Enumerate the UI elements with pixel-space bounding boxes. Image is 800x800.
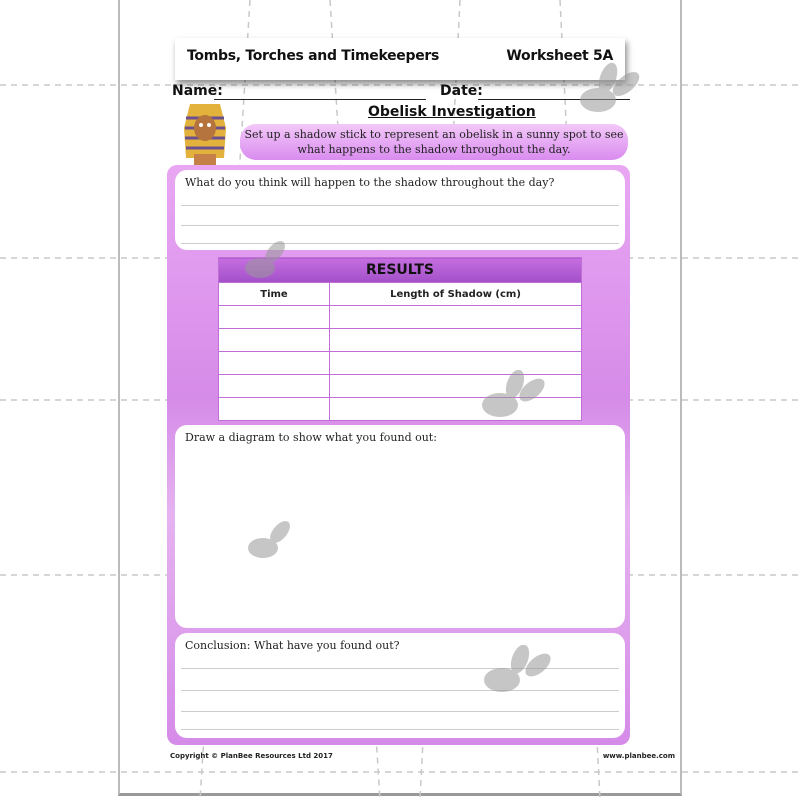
name-field[interactable] [214,99,426,100]
writing-line [181,225,619,226]
writing-line [181,729,619,730]
table-row [219,306,582,329]
worksheet-topic: Tombs, Torches and Timekeepers [187,48,440,64]
website-link[interactable]: www.planbee.com [602,752,675,760]
column-header-shadow-length: Length of Shadow (cm) [330,283,582,306]
header-banner [175,38,625,80]
diagram-prompt: Draw a diagram to show what you found out: [185,431,437,444]
date-label: Date: [440,83,483,99]
bee-watermark-icon [470,645,560,705]
time-cell[interactable] [219,375,330,398]
column-header-time: Time [219,283,330,306]
writing-line [181,711,619,712]
name-label: Name: [172,83,223,99]
bee-watermark-icon [470,370,550,430]
bee-watermark-icon [235,238,305,288]
pharaoh-icon [176,98,234,166]
writing-line [181,205,619,206]
instruction-bubble: Set up a shadow stick to represent an obelisk in a sunny spot to see what happens to the shadow throughout the day. [240,124,628,160]
copyright-text: Copyright © PlanBee Resources Ltd 2017 [170,752,333,760]
results-title: RESULTS [219,258,582,283]
time-cell[interactable] [219,329,330,352]
time-cell[interactable] [219,306,330,329]
bee-watermark-icon [238,520,308,570]
prediction-question: What do you think will happen to the shadow throughout the day? [185,176,555,189]
conclusion-prompt: Conclusion: What have you found out? [185,639,400,652]
bee-watermark-icon [568,62,648,120]
table-row [219,329,582,352]
worksheet-number: Worksheet 5A [506,48,613,64]
shadow-length-cell[interactable] [330,306,582,329]
shadow-length-cell[interactable] [330,329,582,352]
page-title: Obelisk Investigation [368,104,536,120]
time-cell[interactable] [219,398,330,421]
time-cell[interactable] [219,352,330,375]
